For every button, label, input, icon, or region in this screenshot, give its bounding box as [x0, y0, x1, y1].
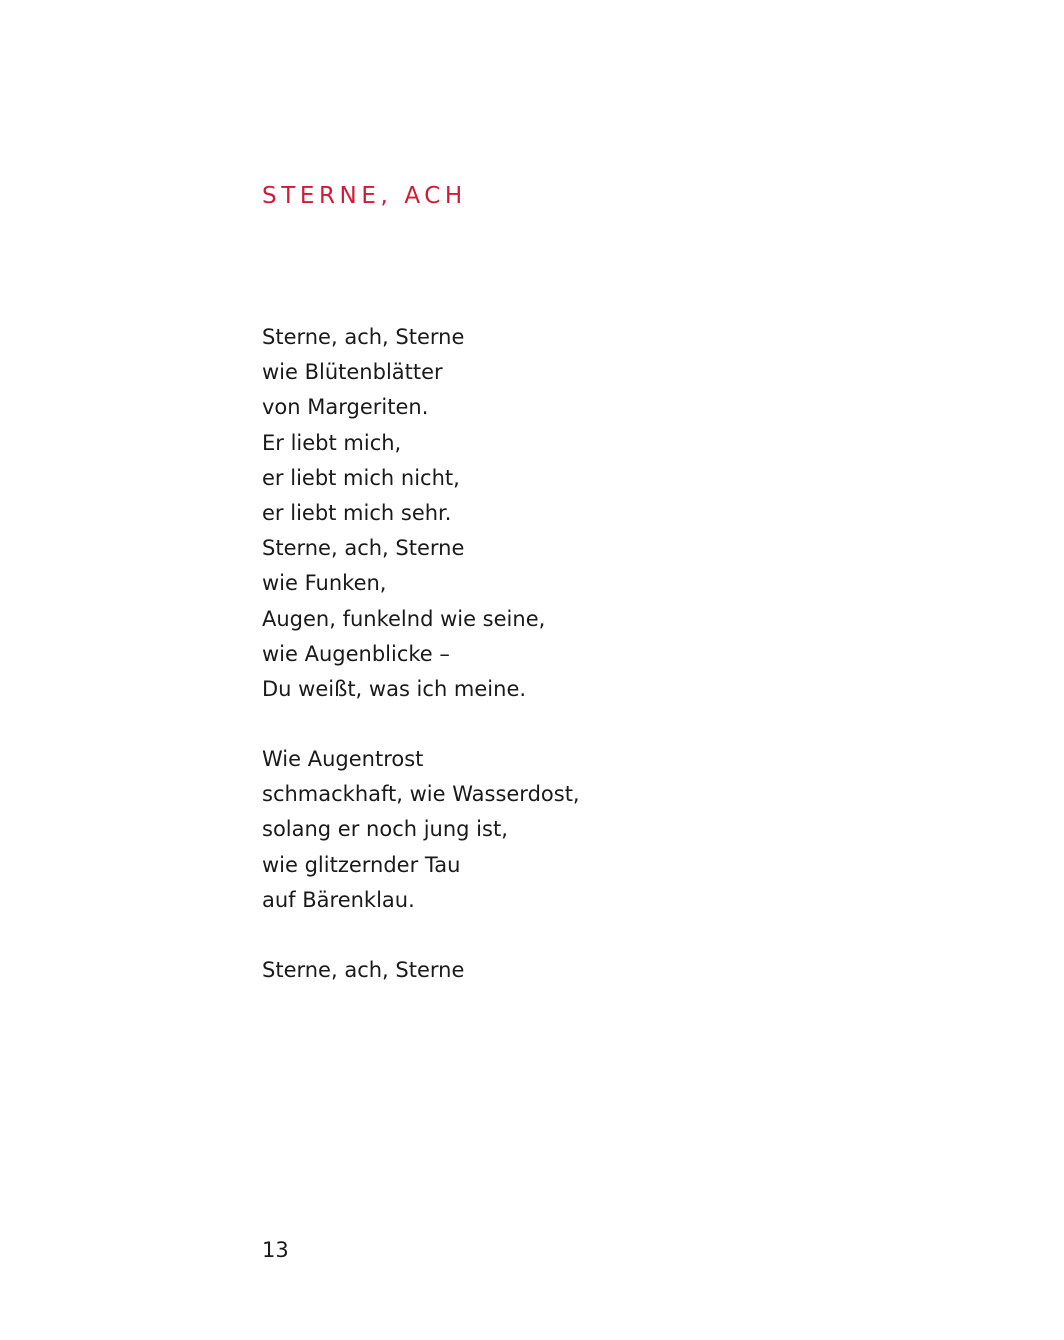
page-number: 13: [262, 1238, 289, 1262]
poem-line: solang er noch jung ist,: [262, 817, 508, 842]
poem-line: wie Blütenblätter: [262, 360, 443, 385]
poem-line: von Margeriten.: [262, 395, 429, 420]
poem-line: Wie Augentrost: [262, 747, 424, 772]
poem-line: Sterne, ach, Sterne: [262, 536, 465, 561]
poem-stanza: [262, 742, 822, 918]
poem-line: Sterne, ach, Sterne: [262, 958, 465, 982]
poem-line: auf Bärenklau.: [262, 887, 415, 912]
poem-line: Du weißt, was ich meine.: [262, 676, 527, 701]
poem-line: wie Augenblicke –: [262, 641, 450, 666]
poem-line: Er liebt mich,: [262, 430, 402, 455]
poem-title: STERNE, ACH: [262, 183, 467, 209]
poem-stanza: [262, 320, 822, 707]
poem-line: wie Funken,: [262, 571, 387, 596]
poem-line: Sterne, ach, Sterne: [262, 325, 465, 349]
poem-line: er liebt mich sehr.: [262, 500, 452, 525]
poem-line: schmackhaft, wie Wasserdost,: [262, 782, 580, 807]
poem-line: Augen, funkelnd wie seine,: [262, 606, 546, 631]
poem-line: er liebt mich nicht,: [262, 465, 460, 490]
poem-body: [262, 320, 822, 1023]
poem-stanza: [262, 953, 822, 988]
poem-line: wie glitzernder Tau: [262, 852, 461, 877]
